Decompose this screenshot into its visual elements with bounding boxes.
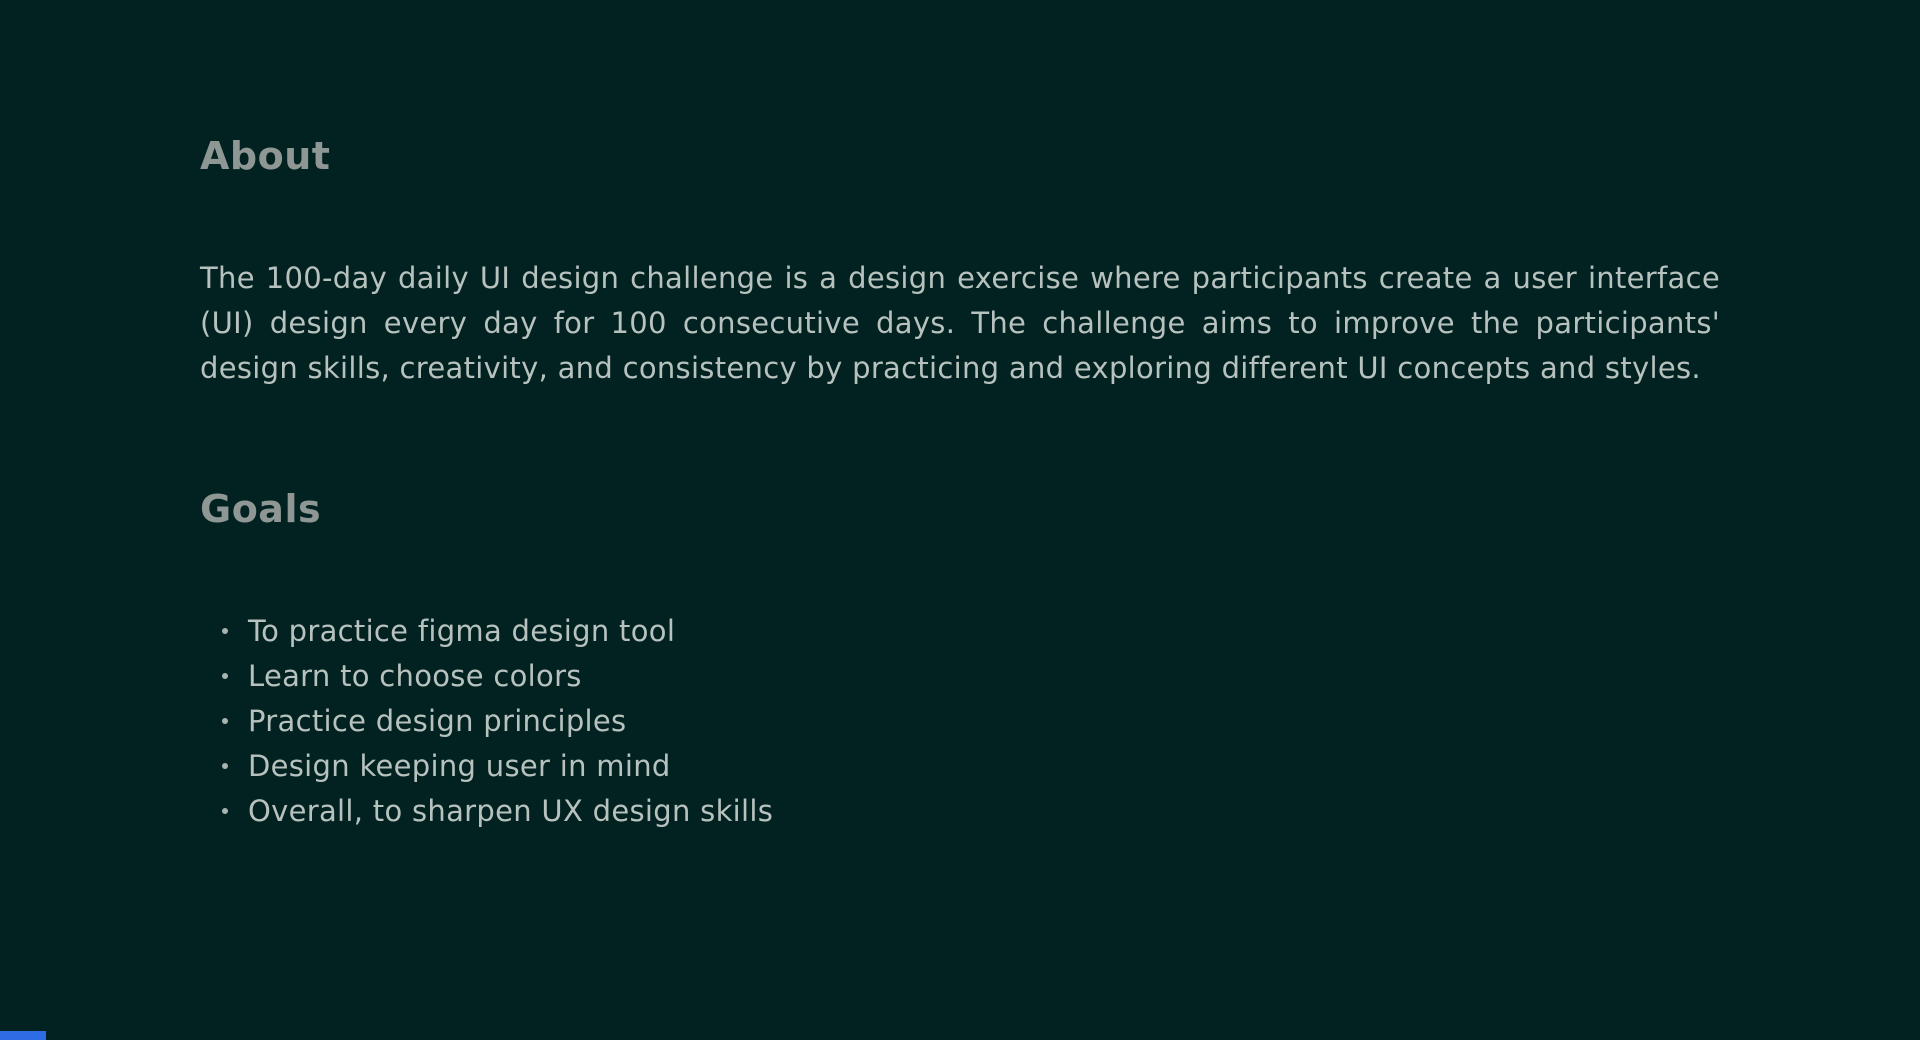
- goal-text: Practice design principles: [248, 703, 627, 738]
- goals-list: [200, 609, 1720, 834]
- list-item: [200, 744, 1720, 789]
- bullet-icon: [222, 673, 228, 679]
- list-item: [200, 609, 1720, 654]
- content-area: [200, 0, 1720, 850]
- bullet-icon: [222, 718, 228, 724]
- goal-text: Learn to choose colors: [248, 658, 582, 693]
- goal-text: Overall, to sharpen UX design skills: [248, 793, 774, 828]
- list-item: [200, 699, 1720, 744]
- list-item: [200, 789, 1720, 834]
- goal-text: To practice figma design tool: [248, 613, 676, 648]
- about-paragraph: The 100-day daily UI design challenge is a design exercise where participants create a user interface (UI) design every day for 100 consecutive days. The challenge aims to improve the participants' design skills, creativity, and consistency by practicing and exploring different UI concepts and styles.: [200, 260, 1720, 385]
- bottom-left-accent-bar: [0, 1031, 46, 1040]
- goal-text: Design keeping user in mind: [248, 748, 671, 783]
- goals-heading: Goals: [200, 486, 322, 531]
- bullet-icon: [222, 628, 228, 634]
- list-item: [200, 654, 1720, 699]
- about-heading: About: [200, 134, 331, 178]
- bullet-icon: [222, 808, 228, 814]
- bullet-icon: [222, 763, 228, 769]
